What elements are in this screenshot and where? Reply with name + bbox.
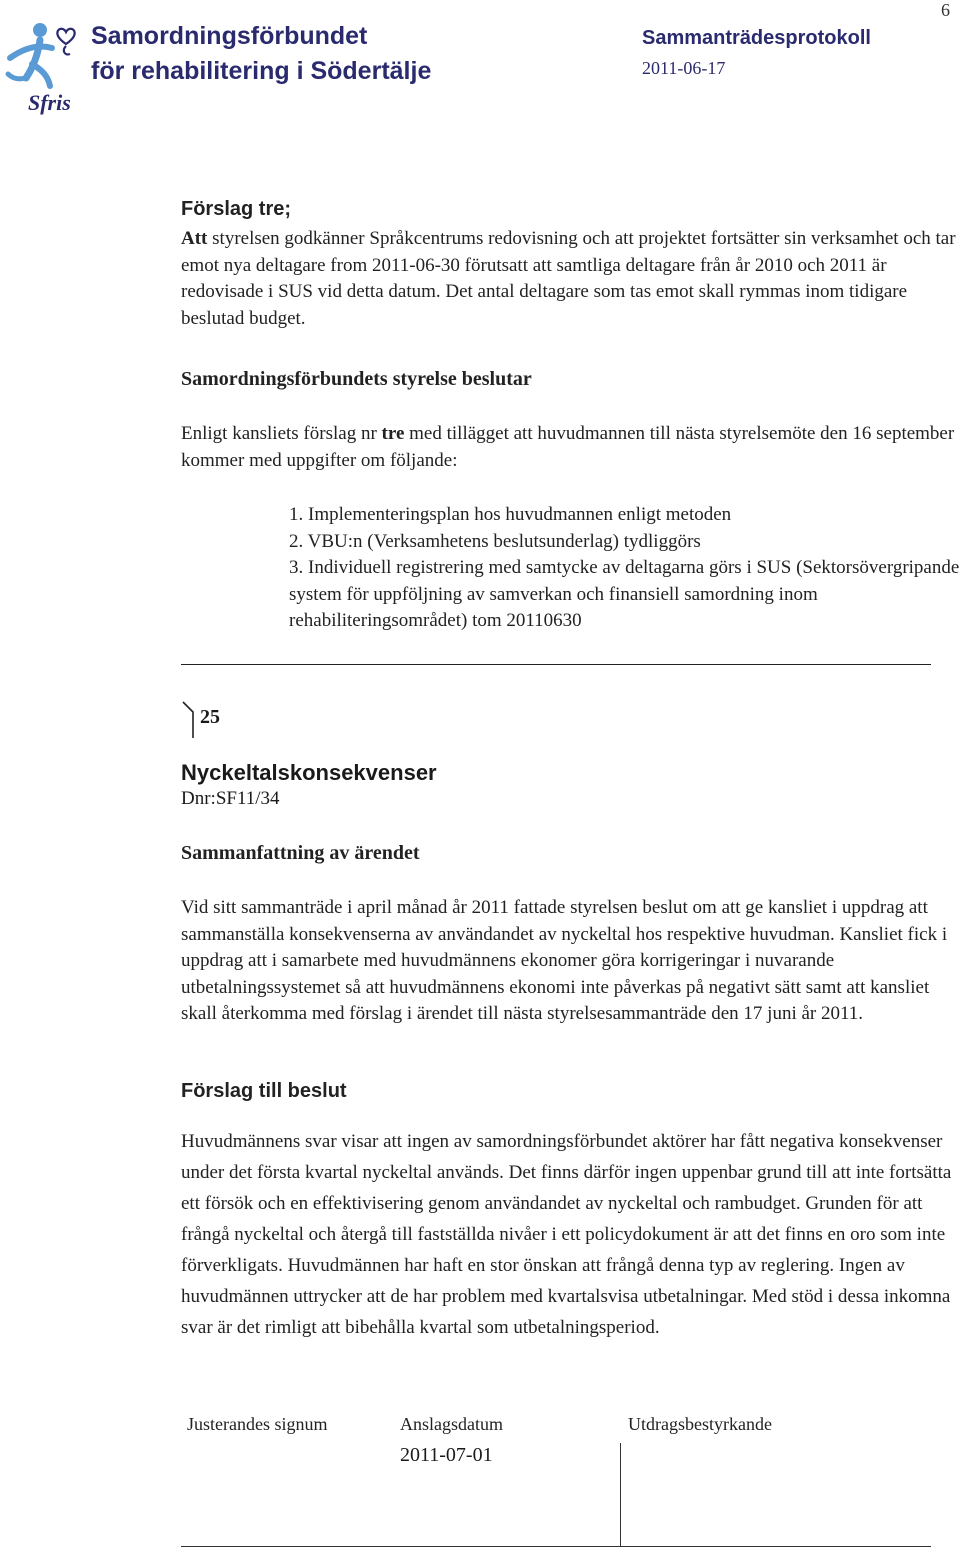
sfris-logo xyxy=(4,18,88,118)
footer-divider-vertical xyxy=(620,1443,621,1546)
proposal-heading: Förslag till beslut xyxy=(181,1080,347,1102)
summary-text: Vid sitt sammanträde i april månad år 2011 fattade styrelsen beslut om att ge kansliet i uppdrag att sammanställa konsekvenserna av användandet av nyckeltal hos respektive huvudman. Kansliet fick i uppdrag att i samarbete med huvudmännens ekonomer göra korrigeringar i nuvarande utbetalningssystemet så att huvudmännens ekonomi inte påverkas på negativt sätt samt att kansliet skall återkomma med förslag i ärendet till nästa styrelsesammanträde den 17 juni år 2011. xyxy=(181,897,948,1024)
proposal-text: Huvudmännens svar visar att ingen av samordningsförbundet aktörer har fått negativa konsekvenser under det första kvartal nyckeltal används. Det finns därför ingen uppenbar grund till att inte fortsätta ett försök och en effektivisering genom användandet av nyckeltal och rambudget. Grunden för att frångå nyckeltal och återgå till fastställda nivåer i ett policydokument är att det finns en oro som inte förverkligats. Huvudmännen har haft en stor önskan att frångå denna typ av reglering. Ingen av huvudmännen uttrycker att de har problem med kvartalsvisa utbetalningar. Med stöd i dessa inkomna svar är det rimligt att bibehålla kvartal som utbetalningsperiod. xyxy=(181,1131,952,1338)
decision-list xyxy=(289,502,960,635)
proposal-three-text xyxy=(181,226,960,332)
section-title: Nyckeltalskonsekvenser xyxy=(181,760,437,785)
decision-text xyxy=(181,421,960,474)
proposal-lead-word: Att xyxy=(181,228,208,249)
document-type: Sammanträdesprotokoll xyxy=(642,27,871,49)
decision-heading: Samordningsförbundets styrelse beslutar xyxy=(181,368,532,390)
diary-number: Dnr:SF11/34 xyxy=(181,788,280,809)
list-item: 2. VBU:n (Verksamhetens beslutsunderlag) tydliggörs xyxy=(289,530,701,552)
footer-divider-horizontal xyxy=(181,1546,931,1547)
decision-text-pre: Enligt kansliets förslag nr xyxy=(181,423,382,444)
document-date: 2011-06-17 xyxy=(642,58,726,78)
posting-date-label: Anslagsdatum xyxy=(400,1414,503,1434)
summary-heading: Sammanfattning av ärendet xyxy=(181,842,420,864)
proposal-three-heading: Förslag tre; xyxy=(181,198,292,220)
decision-bold-word: tre xyxy=(381,423,405,444)
logo-text: Sfris xyxy=(28,90,71,115)
decision-text-post: med tillägget att huvudmannen till nästa styrelsemöte den 16 september kommer med uppgifter om följande: xyxy=(181,423,955,471)
list-item: 1. Implementeringsplan hos huvudmannen enligt metoden xyxy=(289,504,732,525)
proposal-text-rest: styrelsen godkänner Språkcentrums redovisning och att projektet fortsätter sin verksamhet och tar emot nya deltagare from 2011-06-30 förutsatt att samtliga deltagare från år 2010 och 2011 är redovisade i SUS vid detta datum. Det antal deltagare som tas emot skall rymmas inom tidigare beslutad budget. xyxy=(181,228,956,329)
posting-date: 2011-07-01 xyxy=(400,1444,493,1466)
list-item: 3. Individuell registrering med samtycke av deltagarna görs i SUS (Sektorsövergripande system för uppföljning av samverkan och finansiell samordning inom rehabiliteringsområdet) tom 20110630 xyxy=(289,557,960,631)
extract-certification-label: Utdragsbestyrkande xyxy=(628,1414,772,1434)
signum-label: Justerandes signum xyxy=(187,1414,328,1434)
section-mark-icon xyxy=(181,700,197,740)
section-number: 25 xyxy=(200,706,220,728)
org-name-line1: Samordningsförbundet xyxy=(91,22,368,50)
page-number: 6 xyxy=(941,0,950,20)
section-divider xyxy=(181,664,931,665)
org-name-line2: för rehabilitering i Södertälje xyxy=(91,57,432,85)
